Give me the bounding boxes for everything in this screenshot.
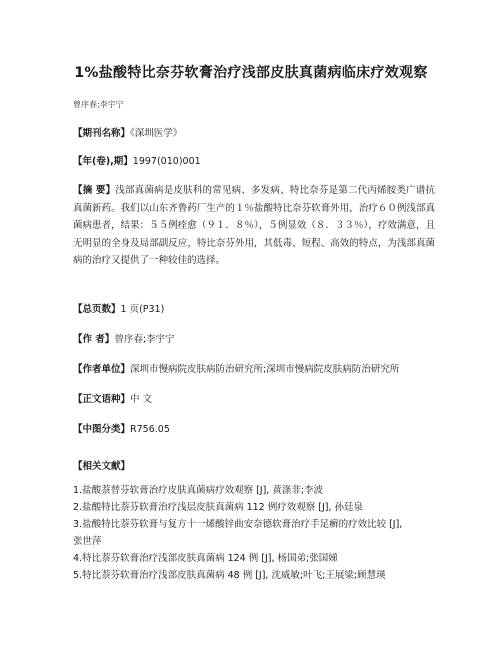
classification-value: R756.05: [130, 424, 170, 435]
author-unit-field: [73, 363, 399, 376]
total-pages-field: [73, 303, 164, 316]
references-list: [73, 482, 443, 584]
classification-key: 【中图分类】: [73, 424, 131, 435]
authors-line: 曾序春;李宇宁: [73, 100, 124, 109]
reference-item[interactable]: 3.盐酸特比萘芬软膏与复方十一烯酸锌曲安奈德软膏治疗手足癣的疗效比较 [J],: [73, 519, 403, 530]
journal-name-field: [73, 127, 182, 140]
document-title: 1%盐酸特比奈芬软膏治疗浅部皮肤真菌病临床疗效观察: [74, 65, 428, 81]
author-unit-value: 深圳市慢病院皮肤病防治研究所;深圳市慢病院皮肤病防治研究所: [130, 364, 400, 375]
total-pages-value: 1 页(P31): [120, 304, 165, 315]
journal-name-key: 【期刊名称】: [73, 128, 131, 139]
author-key: 【作 者】: [73, 334, 115, 345]
journal-name-value: 《深圳医学》: [130, 128, 183, 139]
author-field: [73, 333, 175, 346]
abstract-text: 浅部真菌病是皮肤科的常见病、多发病、特比奈芬是第二代丙烯胺类广谱抗真菌新药。我们以山东齐鲁药厂生产的１％盐酸特比奈芬软膏外用，治疗６０例浅部真菌病患者，结果：５５例痊愈（９１．８％），５例显效（８．３３％），疗效满意，且无明显的全身及局部副反应，特比奈芬外用，其低毒、短程、高效的特点，为浅部真菌病的治疗又提供了一种较佳的选择。: [73, 185, 435, 266]
author-value: 曾序春;李宇宁: [114, 334, 175, 345]
author-unit-key: 【作者单位】: [73, 364, 131, 375]
abstract-key: 【摘 要】: [73, 185, 116, 196]
reference-item[interactable]: 5.特比萘芬软膏治疗浅部皮肤真菌病 48 例 [J], 沈威敏;叶飞;王展梁;顾慧瑛: [73, 570, 386, 581]
year-volume-field: [73, 155, 201, 168]
language-field: [73, 393, 152, 406]
reference-item[interactable]: 张世萍: [73, 536, 102, 547]
language-key: 【正文语种】: [73, 394, 131, 405]
language-value: 中 文: [130, 394, 153, 405]
reference-item[interactable]: 1.盐酸萘替芬软膏治疗皮肤真菌病疗效观察 [J], 黄涤非;李波: [73, 485, 324, 496]
year-volume-value: 1997(010)001: [132, 156, 201, 167]
references-heading: 【相关文献】: [73, 461, 131, 472]
reference-item[interactable]: 2.盐酸特比萘芬软膏治疗浅层皮肤真菌病 112 例疗效观察 [J], 孙廷泉: [73, 502, 364, 513]
total-pages-key: 【总页数】: [73, 304, 121, 315]
reference-item[interactable]: 4.特比萘芬软膏治疗浅部皮肤真菌病 124 例 [J], 杨国弟;张国娣: [73, 553, 338, 564]
year-volume-key: 【年(卷),期】: [73, 156, 133, 167]
abstract-block: [73, 182, 435, 270]
classification-field: [73, 423, 170, 436]
